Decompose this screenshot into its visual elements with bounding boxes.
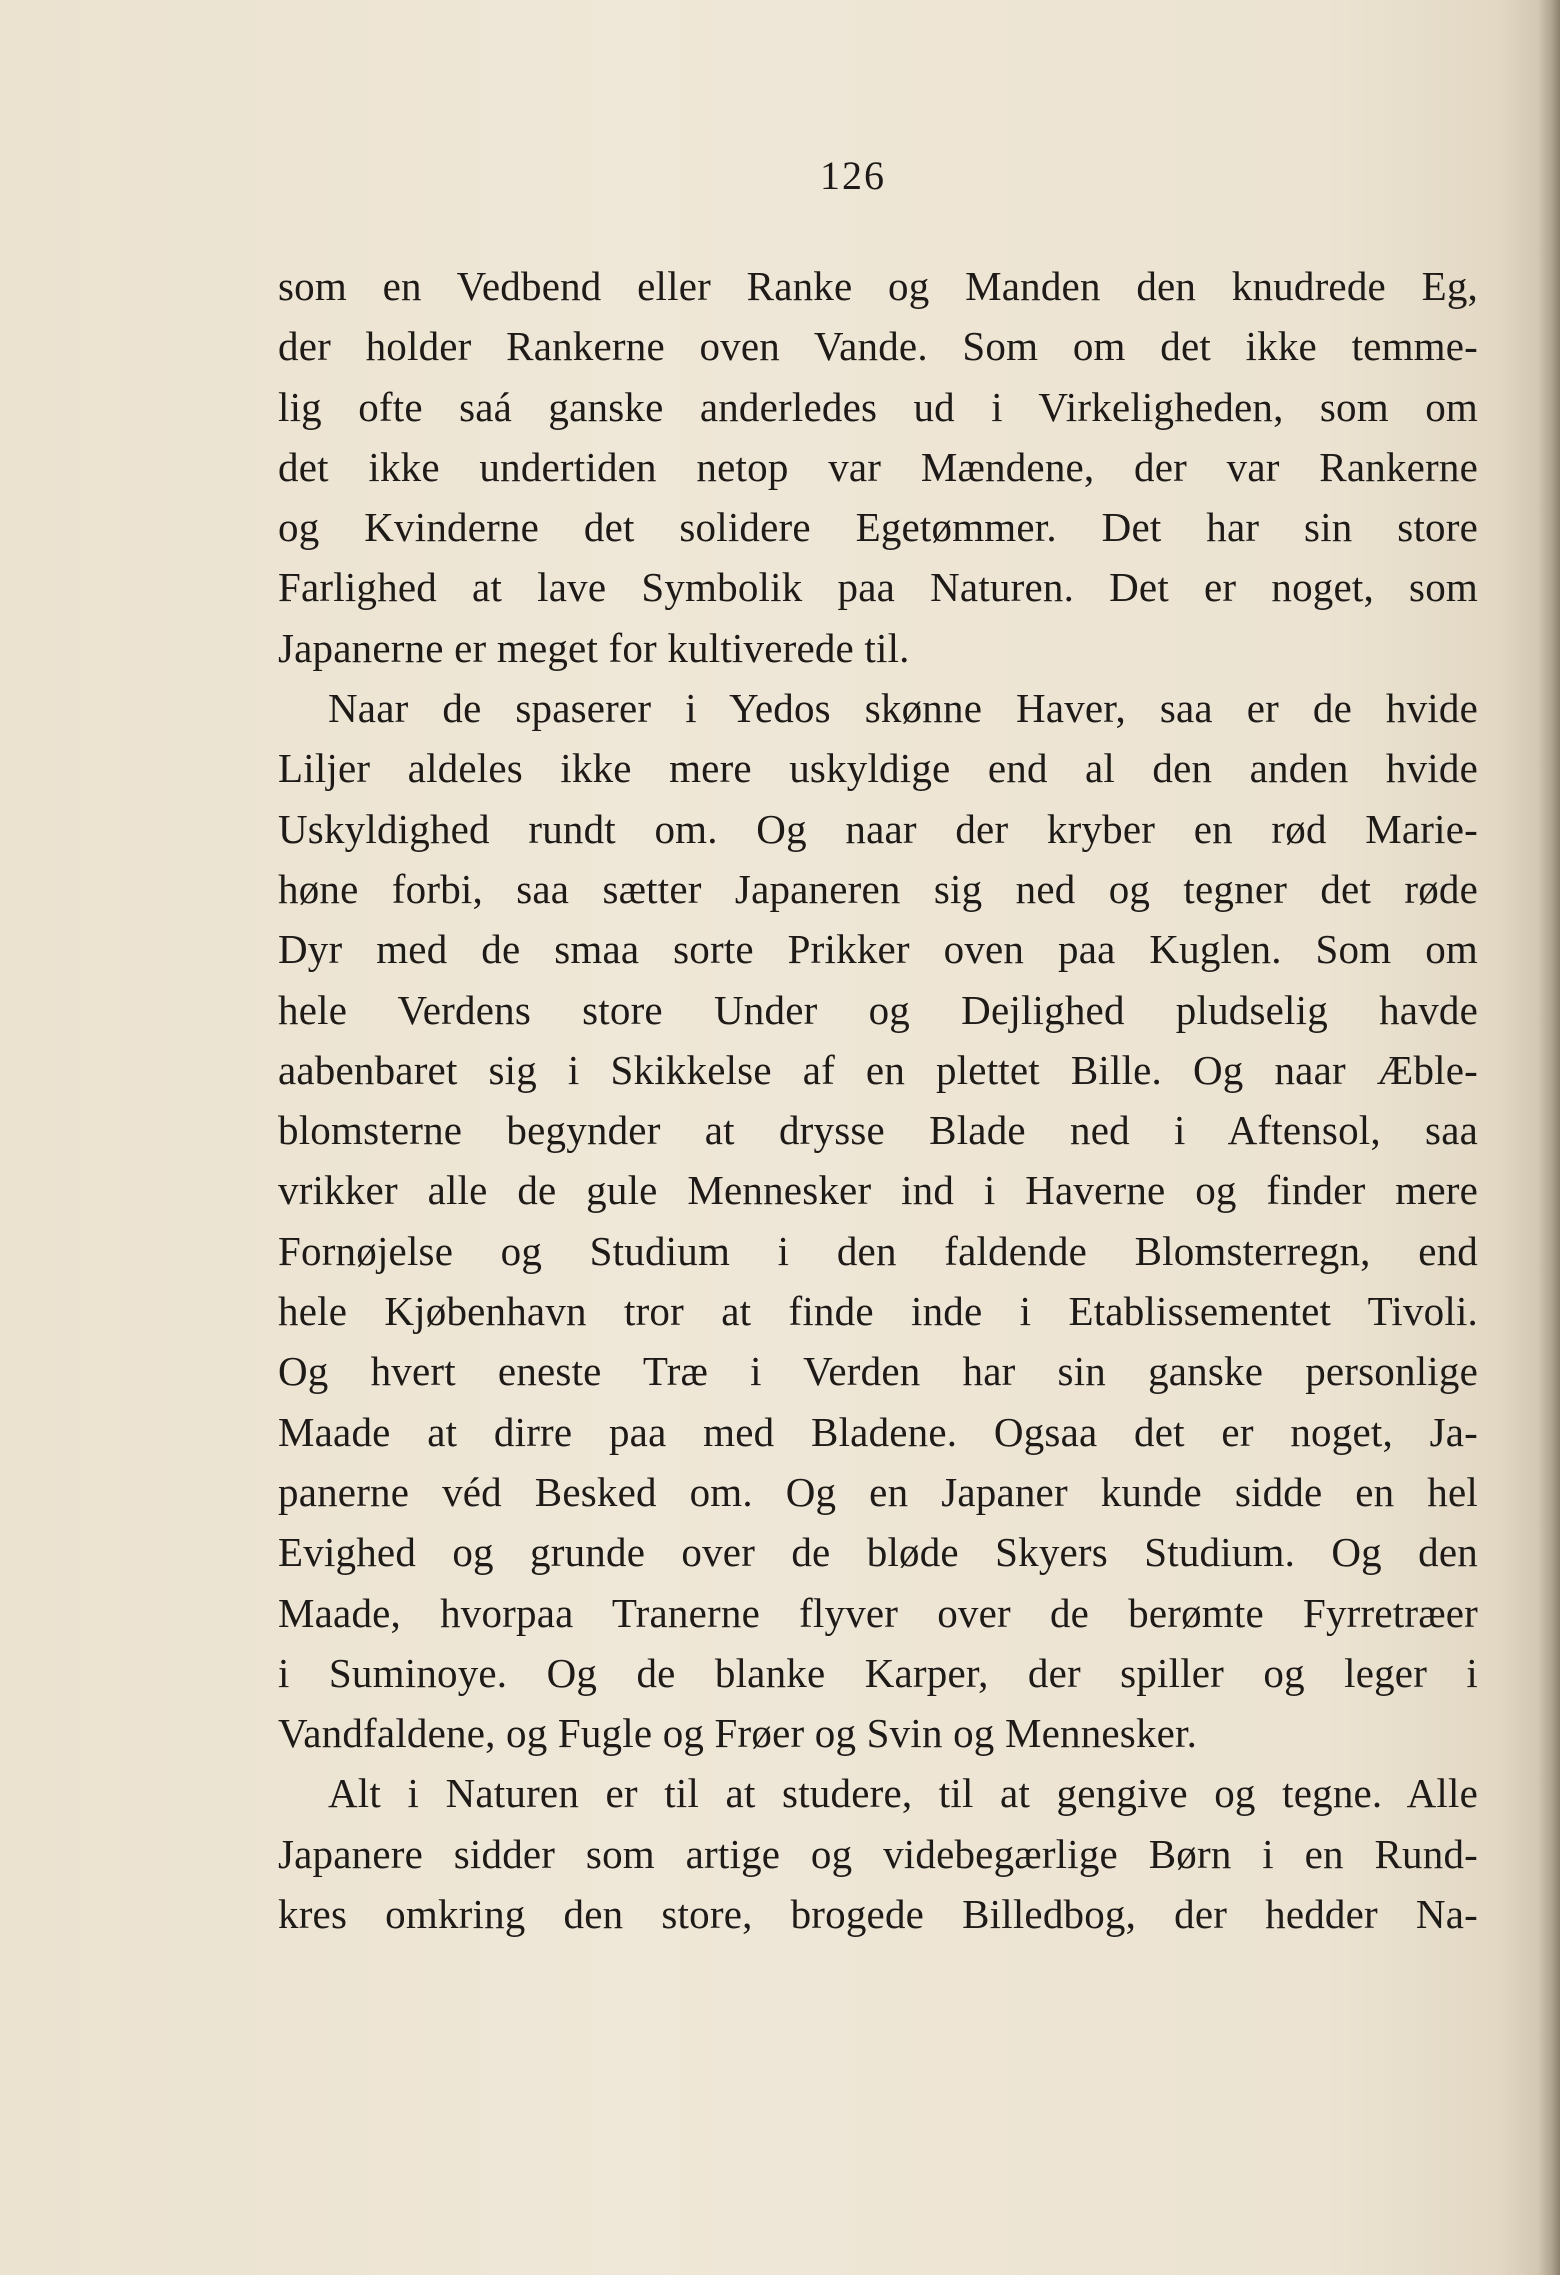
page-edge-shadow bbox=[1538, 0, 1560, 2275]
text-line: Vandfaldene, og Fugle og Frøer og Svin og Mennesker. bbox=[278, 1710, 1198, 1757]
text-line: det ikke undertiden netop var Mændene, der var Rankerne bbox=[278, 443, 1478, 490]
text-line: lig ofte saá ganske anderledes ud i Virkeligheden, som om bbox=[278, 383, 1478, 430]
page-number: 126 bbox=[820, 153, 886, 198]
text-line: vrikker alle de gule Mennesker ind i Haverne og finder mere bbox=[278, 1167, 1478, 1214]
text-line: Alt i Naturen er til at studere, til at gengive og tegne. Alle bbox=[328, 1770, 1478, 1817]
text-line: hele Kjøbenhavn tror at finde inde i Etablissementet Tivoli. bbox=[278, 1288, 1478, 1335]
text-line: hele Verdens store Under og Dejlighed pludselig havde bbox=[278, 986, 1478, 1033]
text-line: Liljer aldeles ikke mere uskyldige end al den anden hvide bbox=[278, 745, 1478, 792]
text-line: der holder Rankerne oven Vande. Som om det ikke temme- bbox=[278, 323, 1478, 370]
text-line: aabenbaret sig i Skikkelse af en plettet Bille. Og naar Æble- bbox=[278, 1046, 1478, 1093]
text-line: og Kvinderne det solidere Egetømmer. Det har sin store bbox=[278, 504, 1478, 551]
text-line: Fornøjelse og Studium i den faldende Blomsterregn, end bbox=[278, 1227, 1478, 1274]
text-line: som en Vedbend eller Ranke og Manden den knudrede Eg, bbox=[278, 263, 1478, 309]
text-line: Og hvert eneste Træ i Verden har sin ganske personlige bbox=[278, 1348, 1478, 1395]
text-line: panerne véd Besked om. Og en Japaner kunde sidde en hel bbox=[278, 1468, 1478, 1515]
text-line: Japanere sidder som artige og videbegærlige Børn i en Rund- bbox=[278, 1830, 1478, 1877]
text-line: høne forbi, saa sætter Japaneren sig ned og tegner det røde bbox=[278, 865, 1478, 912]
text-line: Japanerne er meget for kultiverede til. bbox=[278, 624, 910, 671]
body-text bbox=[278, 256, 1478, 1944]
text-line: blomsterne begynder at drysse Blade ned i Aftensol, saa bbox=[278, 1107, 1478, 1154]
text-line: Evighed og grunde over de bløde Skyers Studium. Og den bbox=[278, 1529, 1478, 1576]
text-line: Farlighed at lave Symbolik paa Naturen. Det er noget, som bbox=[278, 564, 1478, 611]
text-line: Dyr med de smaa sorte Prikker oven paa Kuglen. Som om bbox=[278, 926, 1478, 973]
text-line: Maade at dirre paa med Bladene. Ogsaa det er noget, Ja- bbox=[278, 1408, 1478, 1455]
text-line: kres omkring den store, brogede Billedbog, der hedder Na- bbox=[278, 1891, 1478, 1938]
text-line: Maade, hvorpaa Tranerne flyver over de berømte Fyrretræer bbox=[278, 1589, 1478, 1636]
text-line: Naar de spaserer i Yedos skønne Haver, saa er de hvide bbox=[328, 685, 1478, 732]
text-line: i Suminoye. Og de blanke Karper, der spiller og leger i bbox=[278, 1649, 1478, 1696]
text-line: Uskyldighed rundt om. Og naar der kryber en rød Marie- bbox=[278, 805, 1478, 852]
